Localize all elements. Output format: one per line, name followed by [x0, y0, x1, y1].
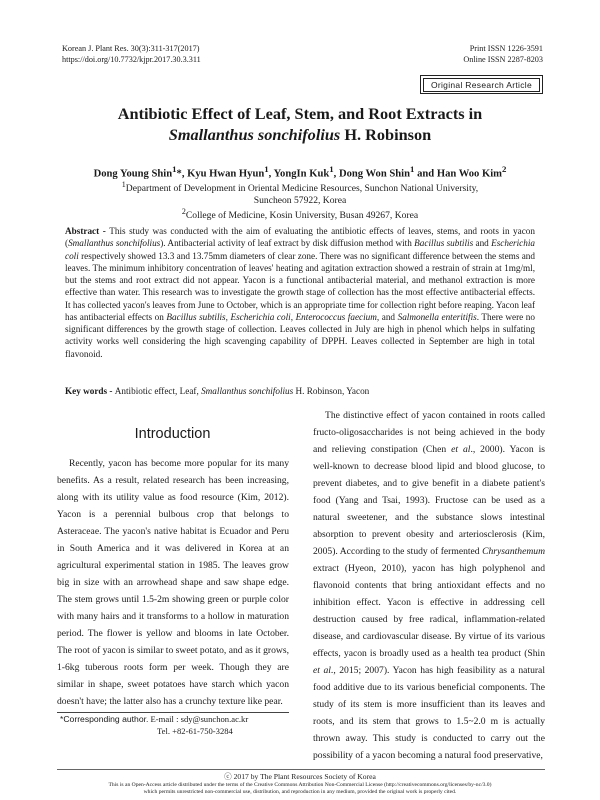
print-issn: Print ISSN 1226-3591 — [469, 44, 543, 53]
abstract: Abstract - This study was conducted with the aim of evaluating the antibiotic effects of leaves, stems, and roots in yacon (Smallanthus sonchifolius). Antibacterial activity of leaf extract by disk diffusion method with Bacillus subtilis and Escherichia coli respectively showed 13.3 and 13.75mm diameters of clear zone. There was no significant difference between the stems and leaves. The minimum inhibitory concentration of leaves' heating and agitation extraction showed a restrain of strain at 1mg/ml, but the stems and root extract did not appear. Yacon is a functional antibacterial material, and methanol extraction is more effective than water. This research was to investigate the growth stage of collection has the most effective antibacterial effects. It has collected yacon's leaves from June to October, which is an appropriate time for collection right before reaping. Yacon leaf has antibacterial effects on Bacillus subtilis, Escherichia coli, Enterococcus faecium, and Salmonella enteritifis. There were no significant differences by the growth stage of collection. Leaves collected in July are high in phenol which helps in sulfating activity works well considering the high scavenging capability of DPPH. Leaves collected in September are high in total flavonoid. — [65, 226, 535, 359]
title-line-1: Antibiotic Effect of Leaf, Stem, and Root Extracts in — [117, 104, 483, 123]
title-authority: H. Robinson — [340, 125, 432, 144]
article-type-badge — [420, 75, 543, 94]
doi-link[interactable]: https://doi.org/10.7732/kjpr.2017.30.3.311 — [62, 54, 201, 64]
title-species: Smallanthus sonchifolius — [168, 125, 341, 144]
corresponding-author-mark: * — [176, 168, 182, 180]
footnote-divider — [57, 712, 289, 713]
author-name: Dong Won Shin — [338, 168, 411, 180]
corresponding-email[interactable]: E-mail : sdy@sunchon.ac.kr — [148, 714, 249, 724]
affiliation-1-cont: Suncheon 57922, Korea — [253, 194, 347, 206]
affiliation-1: $^1$Department of Development in Oriental Medicine Resources, Sunchon National University, — [121, 180, 479, 195]
journal-citation — [62, 44, 201, 65]
author-affiliation-mark: 1 — [410, 164, 415, 174]
author-name: Han Woo Kim — [436, 168, 502, 180]
license-notice — [30, 782, 570, 796]
affiliation-2: $^2$College of Medicine, Kosin University, Busan 49267, Korea — [181, 207, 419, 222]
license-line-1: This is an Open-Access article distributed under the terms of the Creative Commons Attribution Non-Commercial License (http://creativecommons.org/licenses/by-nc/3.0) — [108, 782, 492, 788]
license-line-2: which permits unrestricted non-commercial use, distribution, and reproduction in any medium, provided the original work is properly cited. — [143, 789, 457, 796]
corresponding-author-label: *Corresponding author. — [60, 714, 149, 724]
intro-paragraph-1: Recently, yacon has become more popular for its many benefits. As a result, related research has been increasing, along with its utility value as food resource (Kim, 2012). Yacon is a perennial bulbous crop that belongs to Asteraceae. The yacon's native habitat is Ecuador and Peru in South America and it was delivered in Korea at an agricultural experimental station in 1985. The leaves grow big in size with an arrowhead shape and saw shape edge. The stem grows until 1.5-2m showing green or purple color with many hairs and it transforms to a hollow in maturation period. The flower is yellow and blooms in late October. The root of yacon is similar to sweet potato, and as it grows, 1-6kg tuberous roots form per week. Though they are similar in shape, sweet potatoes have starch which yacon doesn't have; the latter also has a crunchy texture like pear. — [57, 458, 289, 707]
corresponding-author-footnote — [60, 714, 248, 737]
keywords: Key words - Antibiotic effect, Leaf, Smallanthus sonchifolius H. Robinson, Yacon — [65, 386, 370, 396]
online-issn: Online ISSN 2287-8203 — [463, 54, 543, 64]
author-name: YongIn Kuk — [273, 168, 330, 180]
author-affiliation-mark: 1 — [264, 164, 269, 174]
keywords-label: Key words - — [65, 386, 115, 396]
footer-divider — [57, 769, 545, 770]
title-line-2 — [40, 124, 560, 145]
author-name: Kyu Hwan Hyun — [187, 168, 265, 180]
body-column-left — [57, 455, 289, 710]
author-affiliation-mark: 1 — [329, 164, 334, 174]
issn-block — [463, 44, 543, 65]
journal-line: Korean J. Plant Res. 30(3):311-317(2017) — [62, 44, 200, 53]
author-affiliation-mark: 2 — [501, 164, 507, 174]
author-affiliation-mark: 1 — [172, 164, 177, 174]
body-column-right — [313, 407, 545, 764]
author-list: Dong Young Shin$^1$*, Kyu Hwan Hyun$^1$, YongIn Kuk$^1$, Dong Won Shin$^1$ and Han Woo Kim$^2$ — [93, 164, 507, 180]
abstract-label: Abstract - — [65, 226, 110, 236]
intro-paragraph-2: The distinctive effect of yacon contained in roots called fructo-oligosaccharides is not being achieved in the body and relieving constipation (Chen et al., 2000). Yacon is well-known to decrease blood lipid and blood glucose, to prevent diabetes, and to give benefit in a diabete patient's food (Yang and Tsai, 1993). Fructose can be used as a natural sweetener, and the substance slows intestinal absorption to prevent obesity and arteriosclerosis (Kim, 2005). According to the study of fermented Chrysanthemum extract (Hyeon, 2010), yacon has high polyphenol and flavonoid contents that bring antioxidant effects and no inhibition effect. Yacon is effective in addressing cell destruction caused by free radical, inflammation-related disease, and cardiovascular disease. By virtue of its various effects, yacon is broadly used as a health tea product (Shin et al., 2015; 2007). Yacon has high feasibility as a natural food additive due to its various beneficial components. The study of its stem is more insufficient than its leaves and roots, and its stem that grows to 1.5~2.0 m is actually thrown away. This study is conducted to carry out the possibility of a yacon becoming a natural food preservative, — [313, 410, 545, 761]
author-name: Dong Young Shin — [93, 168, 173, 180]
copyright-notice: ⓒ 2017 by The Plant Resources Society of Korea — [224, 772, 376, 781]
paper-title — [40, 103, 560, 145]
section-heading-introduction: Introduction — [134, 426, 211, 442]
article-type-label: Original Research Article — [423, 78, 540, 92]
corresponding-phone: Tel. +82-61-750-3284 — [157, 725, 233, 736]
affiliations — [40, 179, 560, 222]
